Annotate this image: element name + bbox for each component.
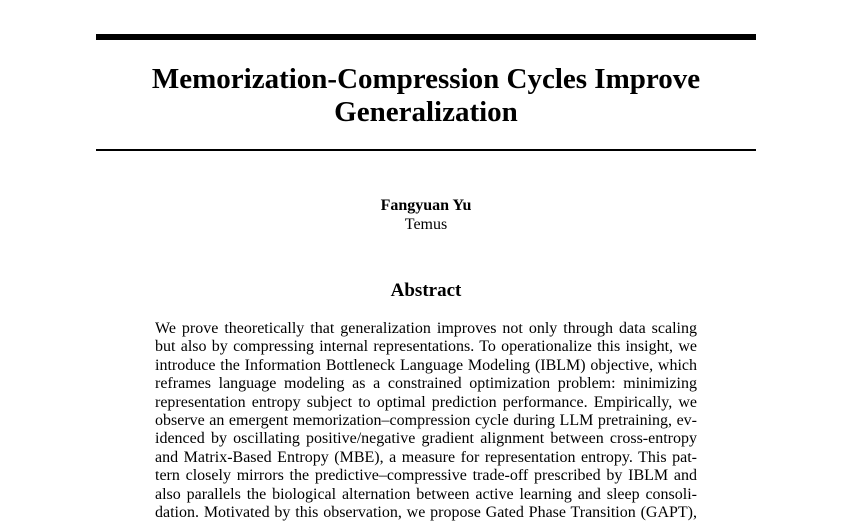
author-affiliation: Temus [404,216,448,233]
author-name: Fangyuan Yu [380,197,472,214]
author-block [96,196,756,234]
abstract-heading: Abstract [390,280,462,301]
abstract-line: observe an emergent memorization–compression cycle during LLM pretraining, ev- [155,412,697,430]
abstract-line: We prove theoretically that generalization improves not only through data scaling [155,320,697,337]
abstract-line: representation entropy subject to optimal prediction performance. Empirically, we [155,393,697,411]
abstract-line: also parallels the biological alternation between active learning and sleep consoli- [155,485,697,503]
abstract-line: dation. Motivated by this observation, we propose Gated Phase Transition (GAPT), [155,504,697,522]
paper-title [96,63,756,129]
abstract-line: but also by compressing internal representations. To operationalize this insight, we [155,338,697,356]
abstract-line: introduce the Information Bottleneck Language Modeling (IBLM) objective, which [155,356,697,374]
abstract-line: and Matrix-Based Entropy (MBE), a measure for representation entropy. This pat- [155,448,697,466]
abstract-body [155,320,697,522]
abstract-line: idenced by oscillating positive/negative gradient alignment between cross-entropy [155,430,697,448]
title-line-1: Memorization-Compression Cycles Improve [151,63,701,95]
title-top-rule [96,34,756,40]
abstract-line: reframes language modeling as a constrained optimization problem: minimizing [155,375,697,393]
title-bottom-rule [96,149,756,151]
abstract-line: tern closely mirrors the predictive–compressive trade-off prescribed by IBLM and [155,467,697,485]
title-line-2: Generalization [334,96,518,128]
